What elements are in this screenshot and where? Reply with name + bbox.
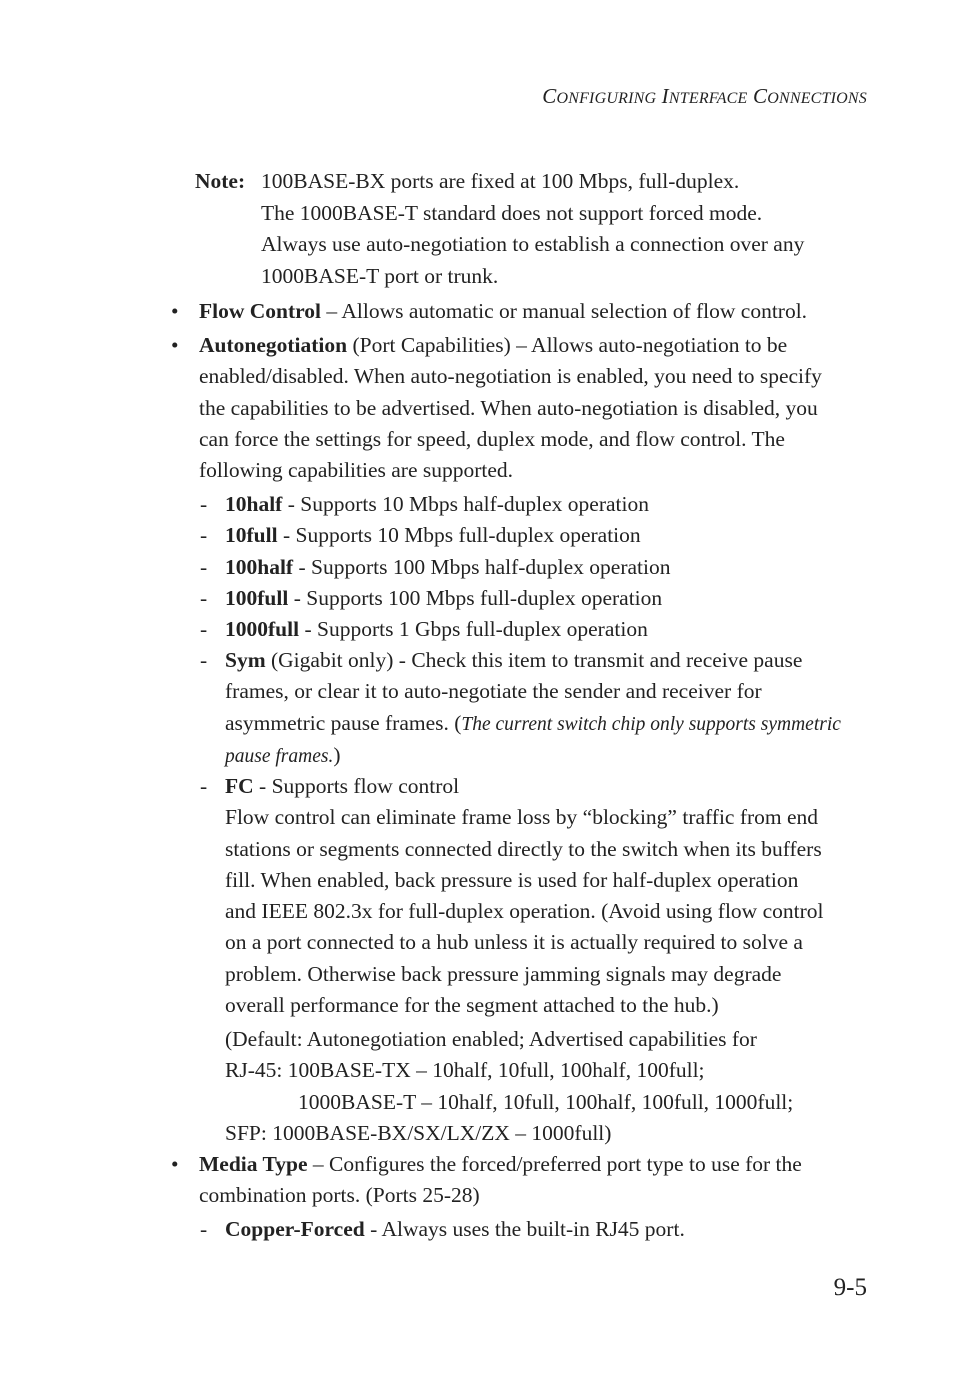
note-line: 1000BASE-T port or trunk. [261,263,499,288]
dash-marker: - [200,617,208,641]
bullet-autonegotiation [171,330,867,486]
capability-desc: - Supports 100 Mbps full-duplex operation [288,586,663,610]
dash-marker: - [200,586,208,610]
capability-10full [200,520,870,551]
bullet-media-type [171,1149,867,1212]
fc-paragraph-line: on a port connected to a hub unless it is actually required to solve a [225,930,803,955]
capability-desc: - Supports 10 Mbps full-duplex operation [277,523,641,547]
capability-term: 1000full [225,617,300,641]
bullet-marker: • [171,1152,179,1176]
bullet-marker: • [171,299,179,323]
capability-fc [200,771,870,1021]
bullet-flow-control [171,296,867,327]
defaults-block [225,1024,870,1149]
capability-desc: ) [333,742,341,767]
header-smallcaps: ONNECTIONS [767,90,867,107]
bullet-text: – Allows automatic or manual selection of flow control. [321,299,808,323]
bullet-text: (Port Capabilities) – Allows auto-negotiation to be [347,333,788,357]
note-label: Note: [195,169,246,193]
capability-desc: - Supports 10 Mbps half-duplex operation [282,492,649,516]
capability-desc: - Supports 1 Gbps full-duplex operation [299,617,648,641]
bullet-text: can force the settings for speed, duplex mode, and flow control. The [199,426,785,451]
bullet-text: enabled/disabled. When auto-negotiation is enabled, you need to specify [199,364,822,389]
media-copper-forced [200,1214,870,1245]
running-header [542,84,867,109]
dash-marker: - [200,523,208,547]
note-line: The 1000BASE-T standard does not support forced mode. [261,200,763,225]
term-flow-control: Flow Control [199,299,322,323]
bullet-text: combination ports. (Ports 25-28) [199,1183,480,1208]
header-cap: C [542,84,557,108]
capability-1000full [200,614,870,645]
bullet-text: following capabilities are supported. [199,458,514,483]
media-term: Copper-Forced [225,1217,365,1241]
defaults-line: 1000BASE-T – 10half, 10full, 100half, 100full, 1000full; [298,1089,794,1114]
fc-paragraph-line: problem. Otherwise back pressure jamming signals may degrade [225,961,782,986]
capability-term: 100half [225,555,294,579]
capability-desc: frames, or clear it to auto-negotiate the sender and receiver for [225,679,762,704]
note-block [195,166,875,292]
header-smallcaps: NTERFACE [668,90,748,107]
capability-desc: - Supports 100 Mbps half-duplex operation [293,555,671,579]
header-cap: I [661,84,669,108]
dash-marker: - [200,492,208,516]
header-smallcaps: ONFIGURING [556,90,657,107]
capability-10half [200,489,870,520]
fc-paragraph-line: and IEEE 802.3x for full-duplex operation. (Avoid using flow control [225,899,824,924]
media-desc: - Always uses the built-in RJ45 port. [364,1217,685,1241]
capability-100full [200,583,870,614]
bullet-marker: • [171,333,179,357]
capability-desc: asymmetric pause frames. ( [225,710,462,735]
defaults-line: RJ-45: 100BASE-TX – 10half, 10full, 100half, 100full; [225,1058,705,1083]
capability-term: Sym [225,648,266,672]
capability-sym [200,645,870,772]
note-line: 100BASE-BX ports are fixed at 100 Mbps, full-duplex. [261,169,740,193]
dash-marker: - [200,555,208,579]
capability-term: 10half [225,492,283,516]
capability-desc: - Supports flow control [253,774,460,798]
capability-100half [200,552,870,583]
fc-paragraph-line: Flow control can eliminate frame loss by “blocking” traffic from end [225,805,819,830]
defaults-line: (Default: Autonegotiation enabled; Advertised capabilities for [225,1027,757,1051]
fc-paragraph-line: stations or segments connected directly to the switch when its buffers [225,836,822,861]
fc-paragraph-line: fill. When enabled, back pressure is used for half-duplex operation [225,867,799,892]
fc-paragraph-line: overall performance for the segment attached to the hub.) [225,993,719,1018]
capability-term: FC [225,774,254,798]
bullet-text: the capabilities to be advertised. When auto-negotiation is disabled, you [199,395,818,420]
term-autonegotiation: Autonegotiation [199,333,348,357]
term-media-type: Media Type [199,1152,308,1176]
italic-remark: pause frames. [225,745,334,767]
capability-desc: (Gigabit only) - Check this item to transmit and receive pause [265,648,803,672]
bullet-text: – Configures the forced/preferred port type to use for the [307,1152,802,1176]
dash-marker: - [200,648,208,672]
page-number: 9-5 [833,1274,867,1301]
dash-marker: - [200,1217,208,1241]
capability-term: 100full [225,586,289,610]
dash-marker: - [200,774,208,798]
header-cap: C [752,84,768,108]
defaults-line: SFP: 1000BASE-BX/SX/LX/ZX – 1000full) [225,1120,612,1145]
note-line: Always use auto-negotiation to establish a connection over any [261,232,805,256]
capability-term: 10full [225,523,278,547]
italic-remark: The current switch chip only supports symmetric [461,713,841,735]
